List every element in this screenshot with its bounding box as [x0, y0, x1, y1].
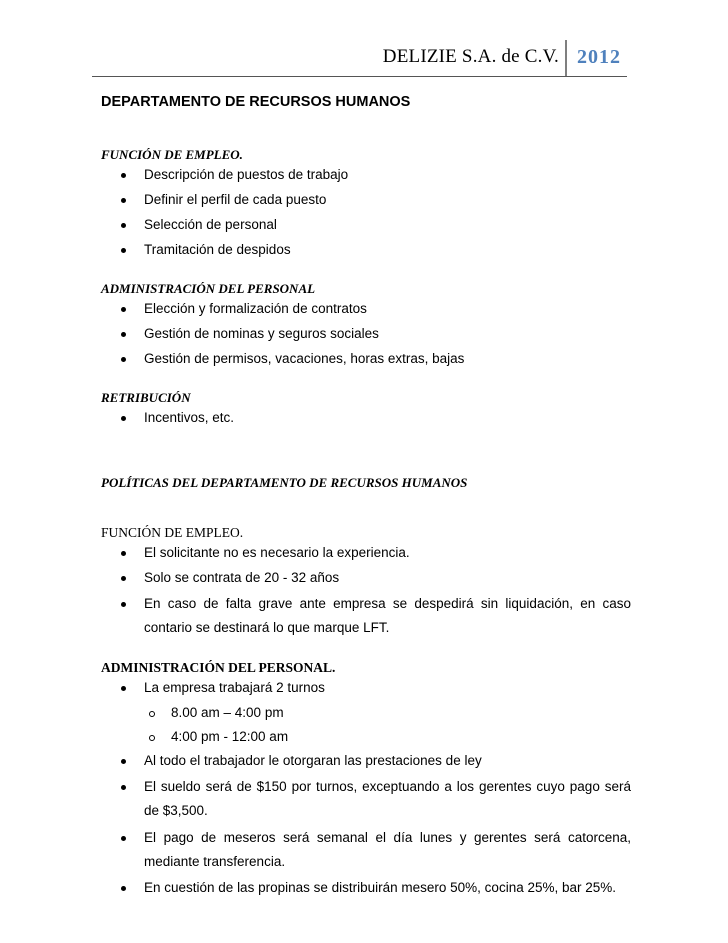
- bullet-icon: [121, 416, 126, 421]
- page-title: DEPARTAMENTO DE RECURSOS HUMANOS: [101, 94, 411, 110]
- header-rule: [92, 76, 627, 77]
- list-funcion-empleo-2: [101, 542, 631, 640]
- list-item: En caso de falta grave ante empresa se despedirá sin liquidación, en caso contario se destinará lo que marque LFT.: [101, 592, 631, 640]
- bullet-icon: [121, 836, 126, 841]
- bullet-icon: [121, 551, 126, 556]
- page-header: [92, 40, 627, 80]
- list-item: Incentivos, etc.: [101, 407, 631, 429]
- bullet-icon: [121, 602, 126, 607]
- bullet-icon: [121, 332, 126, 337]
- bullet-icon: [121, 307, 126, 312]
- bullet-icon: [121, 759, 126, 764]
- politicas-title: POLÍTICAS DEL DEPARTAMENTO DE RECURSOS HUMANOS: [101, 475, 468, 490]
- section-heading-administracion-2: ADMINISTRACIÓN DEL PERSONAL.: [101, 660, 336, 675]
- bullet-icon: [121, 248, 126, 253]
- list-item: La empresa trabajará 2 turnos: [101, 677, 631, 699]
- list-item: El solicitante no es necesario la experiencia.: [101, 542, 631, 564]
- section-heading-retribucion: RETRIBUCIÓN: [101, 390, 191, 405]
- list-item: Solo se contrata de 20 - 32 años: [101, 567, 631, 589]
- bullet-icon: [121, 357, 126, 362]
- circle-bullet-icon: [149, 711, 155, 717]
- bullet-icon: [121, 198, 126, 203]
- list-item: Definir el perfil de cada puesto: [101, 189, 631, 211]
- list-administracion-2: [101, 677, 631, 699]
- circle-bullet-icon: [149, 735, 155, 741]
- company-name: DELIZIE S.A. de C.V.: [382, 46, 559, 67]
- bullet-icon: [121, 173, 126, 178]
- list-item: Gestión de nominas y seguros sociales: [101, 323, 631, 345]
- list-item: Descripción de puestos de trabajo: [101, 164, 631, 186]
- list-retribucion: [101, 407, 631, 429]
- section-heading-funcion-empleo: FUNCIÓN DE EMPLEO.: [101, 147, 243, 162]
- bullet-icon: [121, 785, 126, 790]
- list-item: En cuestión de las propinas se distribuirán mesero 50%, cocina 25%, bar 25%.: [101, 877, 631, 899]
- sublist-turnos: [101, 702, 631, 748]
- header-divider: [565, 40, 567, 76]
- header-year: 2012: [577, 46, 621, 68]
- list-item: Tramitación de despidos: [101, 239, 631, 261]
- section-heading-administracion: ADMINISTRACIÓN DEL PERSONAL: [101, 281, 316, 296]
- list-item: Al todo el trabajador le otorgaran las prestaciones de ley: [101, 750, 631, 772]
- bullet-icon: [121, 686, 126, 691]
- list-item: Selección de personal: [101, 214, 631, 236]
- bullet-icon: [121, 886, 126, 891]
- list-administracion: [101, 298, 631, 370]
- bullet-icon: [121, 223, 126, 228]
- list-funcion-empleo: [101, 164, 631, 261]
- sublist-item: 4:00 pm - 12:00 am: [101, 726, 631, 748]
- sublist-item: 8.00 am – 4:00 pm: [101, 702, 631, 724]
- list-item: El pago de meseros será semanal el día lunes y gerentes será catorcena, mediante transferencia.: [101, 826, 631, 874]
- list-administracion-2b: [101, 750, 631, 899]
- list-item: El sueldo será de $150 por turnos, exceptuando a los gerentes cuyo pago será de $3,500.: [101, 775, 631, 823]
- list-item: Elección y formalización de contratos: [101, 298, 631, 320]
- document-body: [101, 94, 631, 902]
- bullet-icon: [121, 576, 126, 581]
- list-item: Gestión de permisos, vacaciones, horas extras, bajas: [101, 348, 631, 370]
- section-heading-funcion-empleo-2: FUNCIÓN DE EMPLEO.: [101, 525, 244, 540]
